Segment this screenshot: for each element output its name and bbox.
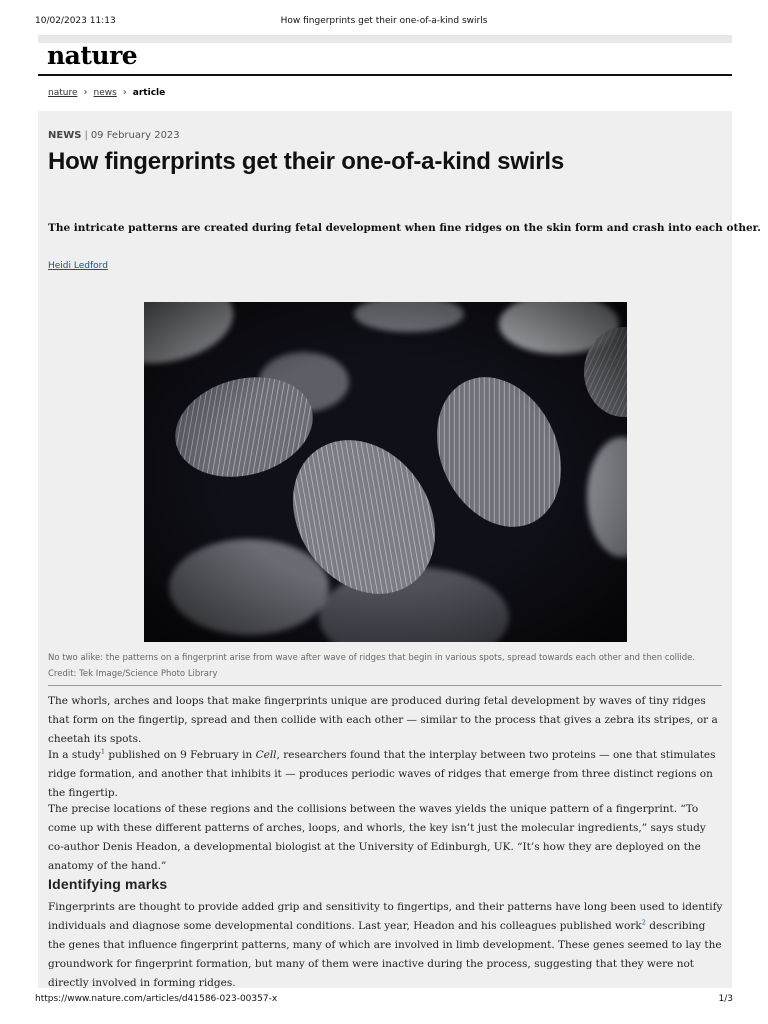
paragraph-2-text-a: In a study [48,749,101,761]
article-title: How fingerprints get their one-of-a-kind swirls [48,148,564,175]
breadcrumb [38,76,732,111]
paragraph-4 [48,898,724,993]
paragraph-2 [48,746,724,803]
masthead [38,35,732,76]
journal-name: Cell [255,749,277,761]
article-meta [48,130,180,141]
print-page-number: 1/3 [718,994,733,1004]
breadcrumb-current: article [132,87,166,98]
chevron-right-icon: › [83,87,88,98]
photo-credit: Credit: Tek Image/Science Photo Library [48,669,218,679]
article-page [38,35,761,989]
breadcrumb-news[interactable]: news [93,87,117,98]
print-footer [35,994,733,1008]
nature-logo[interactable]: nature [47,41,138,70]
masthead-strip [38,35,732,43]
fingerprint-photo [144,302,627,642]
breadcrumb-nature[interactable]: nature [48,87,78,98]
paragraph-4-text-a: Fingerprints are thought to provide added grip and sensitivity to fingertips, and their patterns have long been used to identify individuals and diagnose some developmental conditions. Last year, Headon and his colleagues published work [48,901,723,932]
meta-divider: | [84,130,88,141]
paragraph-4-text-b: describing the genes that influence fingerprint patterns, many of which are involved in limb development. These genes seemed to lay the groundwork for fingerprint formation, but many of them were inactive during the process, suggesting that they were not directly involved in forming ridges. [48,920,722,989]
author-link[interactable]: Heidi Ledford [48,261,108,271]
fingerprint-photo-image [144,302,627,642]
print-datetime: 10/02/2023 11:13 [35,16,116,26]
paragraph-2-text-b: published on 9 February in [105,749,256,761]
caption-divider [48,685,722,686]
paragraph-1: The whorls, arches and loops that make fingerprints unique are produced during fetal development by waves of tiny ridges that form on the fingertip, spread and then collide with each other — similar to the process that gives a zebra its stripes, or a cheetah its spots. [48,695,718,745]
photo-caption [48,650,718,682]
article-date: 09 February 2023 [90,130,180,141]
paragraph-2-text-c: , researchers found that the interplay between two proteins — one that stimulates ridge formation, and another that inhibits it — produces periodic waves of ridges that emerge from three distinct regions on the fingertip. [48,749,716,799]
chevron-right-icon: › [122,87,127,98]
paragraph-3: The precise locations of these regions and the collisions between the waves yields the unique pattern of a fingerprint. “To come up with these different patterns of arches, loops, and whorls, the key isn’t just the molecular ingredients,” says study co-author Denis Headon, a developmental biologist at the University of Edinburgh, UK. “It’s how they are deployed on the anatomy of the hand.” [48,803,706,872]
print-page-title: How fingerprints get their one-of-a-kind swirls [280,16,488,26]
reference-2-link[interactable]: 2 [641,918,646,927]
reference-1-link[interactable]: 1 [100,747,106,756]
caption-text: No two alike: the patterns on a fingerprint arise from wave after wave of ridges that begin in various spots, spread towards each other and then collide. [48,653,696,663]
article-standfirst: The intricate patterns are created during fetal development when fine ridges on the skin form and crash into each other. [48,222,761,234]
article-type[interactable]: NEWS [48,130,82,141]
print-header [35,16,733,30]
print-url: https://www.nature.com/articles/d41586-023-00357-x [35,994,278,1004]
section-heading: Identifying marks [48,876,168,892]
